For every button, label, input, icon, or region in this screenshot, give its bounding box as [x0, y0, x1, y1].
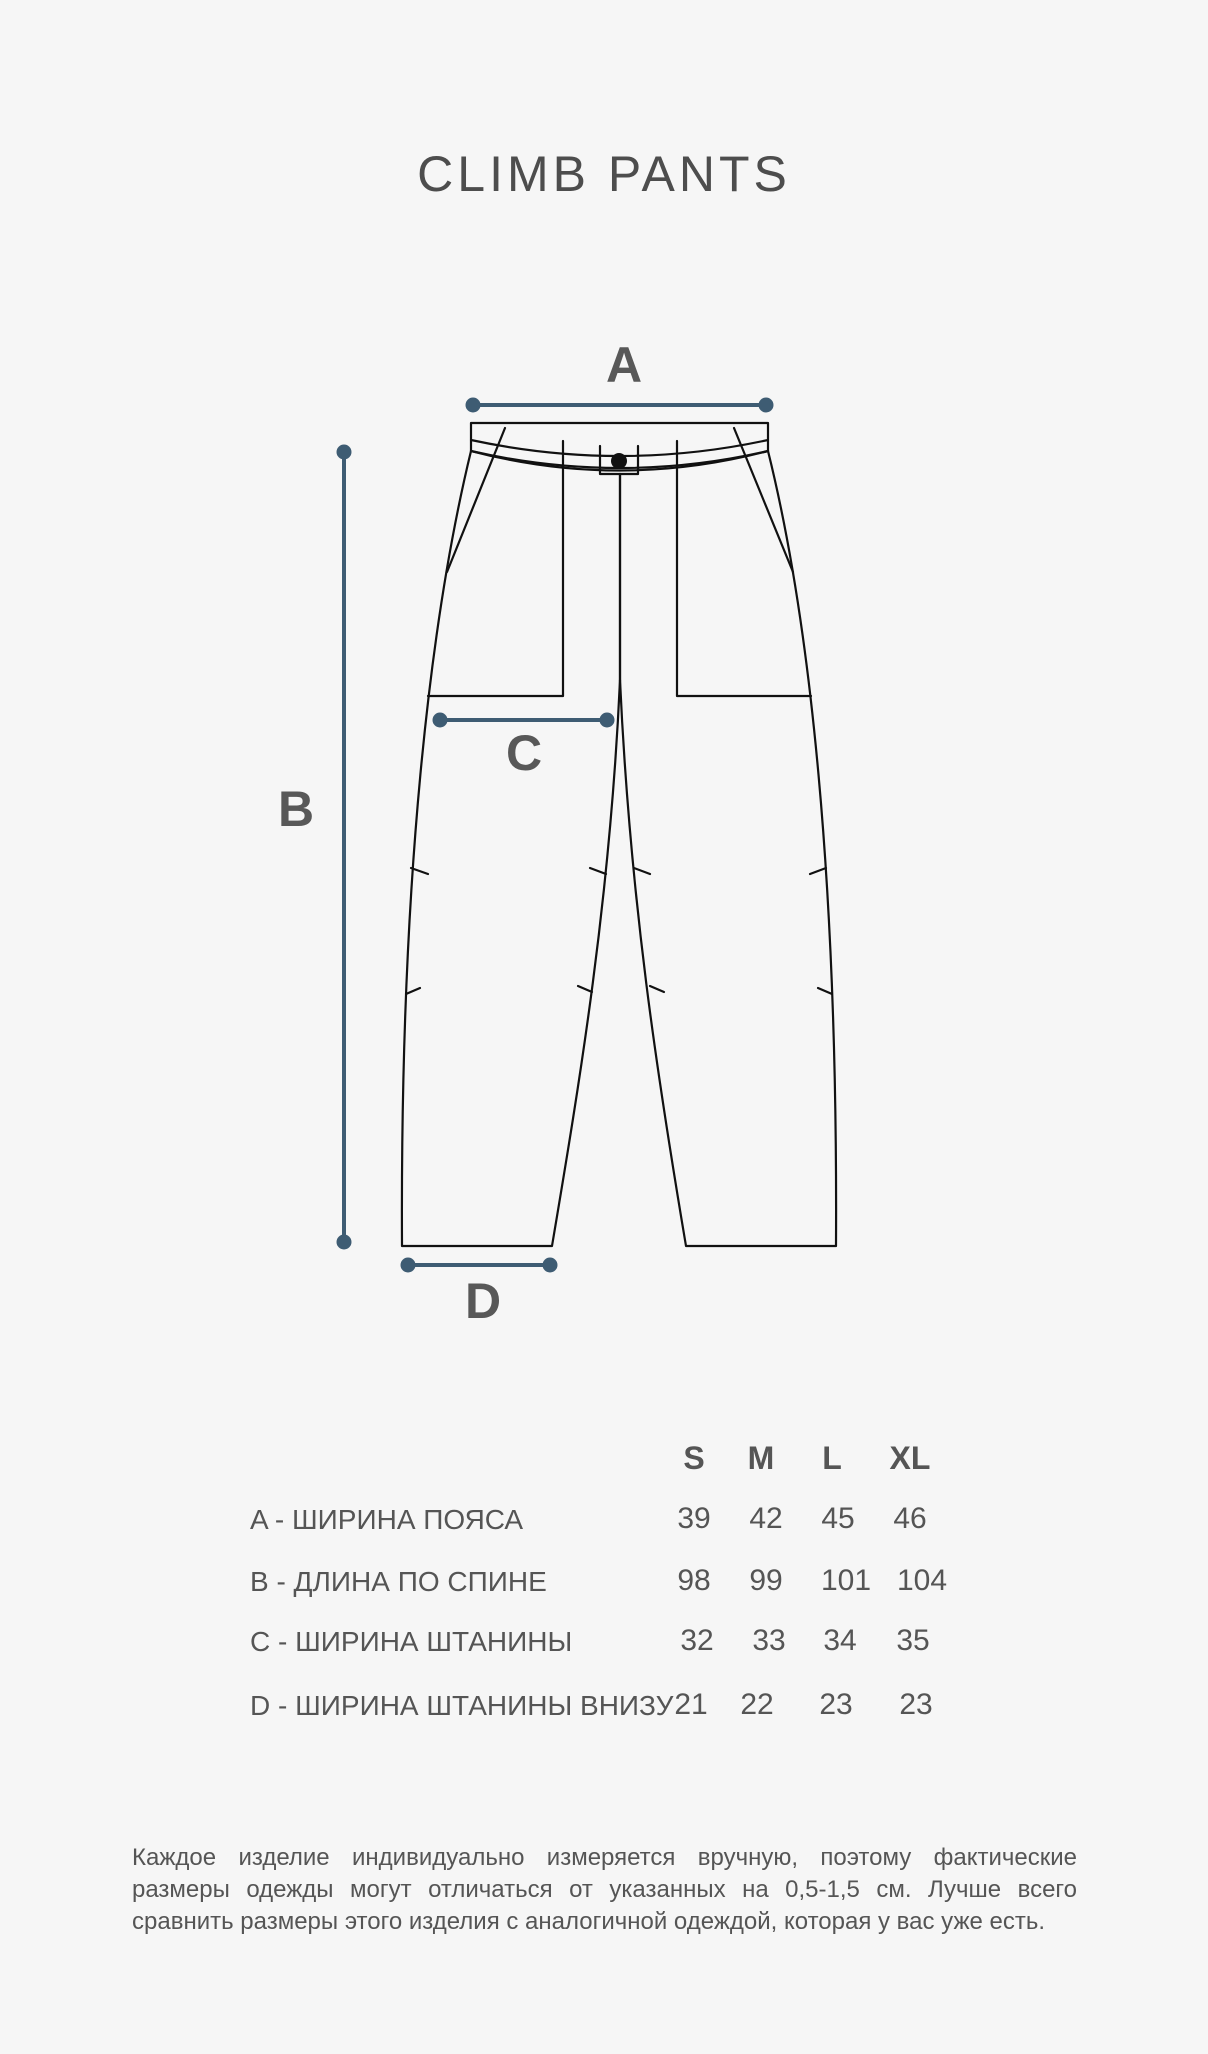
cell-a-m: 42: [749, 1502, 783, 1535]
right-leg-outline: [620, 451, 836, 1246]
knee-mark: [578, 986, 592, 992]
row-label-a: A - ШИРИНА ПОЯСА: [250, 1504, 524, 1535]
cell-d-xl: 23: [899, 1688, 933, 1721]
right-pocket-slant: [734, 428, 793, 572]
cell-b-s: 98: [677, 1564, 711, 1597]
measure-b-start: [339, 447, 350, 458]
left-pocket-slant: [447, 428, 505, 572]
cell-a-l: 45: [821, 1502, 855, 1535]
cell-c-s: 32: [680, 1624, 714, 1657]
measure-a-end: [761, 400, 772, 411]
cell-d-m: 22: [740, 1688, 774, 1721]
knee-mark: [818, 988, 832, 994]
measure-lines: [339, 400, 772, 1271]
knee-mark: [590, 868, 606, 874]
cell-b-m: 99: [749, 1564, 783, 1597]
button-icon: [611, 453, 627, 469]
size-header-l: L: [822, 1440, 842, 1476]
cell-b-l: 101: [820, 1564, 872, 1597]
pants-outline: [402, 423, 836, 1246]
label-b: B: [278, 781, 315, 837]
knee-mark: [634, 868, 650, 874]
cell-c-m: 33: [752, 1624, 786, 1657]
measurement-note: Каждое изделие индивидуально измеряется вручную, поэтому фактические размеры одежды могут отличаться от указанных на 0,5-1,5 см. Лучше всего сравнить размеры этого изделия с аналогичной одеждой, которая у вас уже есть.: [132, 1844, 1077, 1935]
page-title: CLIMB PANTS: [417, 146, 791, 202]
label-d: D: [465, 1273, 502, 1329]
cell-a-s: 39: [677, 1502, 711, 1535]
measure-b-end: [339, 1237, 350, 1248]
measure-d-start: [403, 1260, 414, 1271]
label-a: A: [606, 337, 643, 393]
measure-c-start: [435, 715, 446, 726]
row-label-c: C - ШИРИНА ШТАНИНЫ: [250, 1626, 573, 1657]
cell-d-s: 21: [674, 1688, 708, 1721]
knee-mark: [810, 868, 826, 874]
measure-d-end: [545, 1260, 556, 1271]
knee-mark: [406, 988, 420, 994]
row-label-d: D - ШИРИНА ШТАНИНЫ ВНИЗУ: [250, 1690, 674, 1721]
cell-a-xl: 46: [893, 1502, 927, 1535]
size-header-xl: XL: [889, 1440, 931, 1476]
size-header-s: S: [683, 1440, 705, 1476]
knee-mark: [650, 986, 664, 992]
measure-a-start: [468, 400, 479, 411]
cell-b-xl: 104: [896, 1564, 948, 1597]
measure-c-end: [602, 715, 613, 726]
row-label-b: B - ДЛИНА ПО СПИНЕ: [250, 1566, 547, 1597]
cell-c-l: 34: [823, 1624, 857, 1657]
cell-c-xl: 35: [896, 1624, 930, 1657]
size-header-m: M: [747, 1440, 775, 1476]
left-leg-outline: [402, 451, 620, 1246]
waistband: [471, 423, 768, 456]
cell-d-l: 23: [819, 1688, 853, 1721]
label-c: C: [506, 725, 543, 781]
